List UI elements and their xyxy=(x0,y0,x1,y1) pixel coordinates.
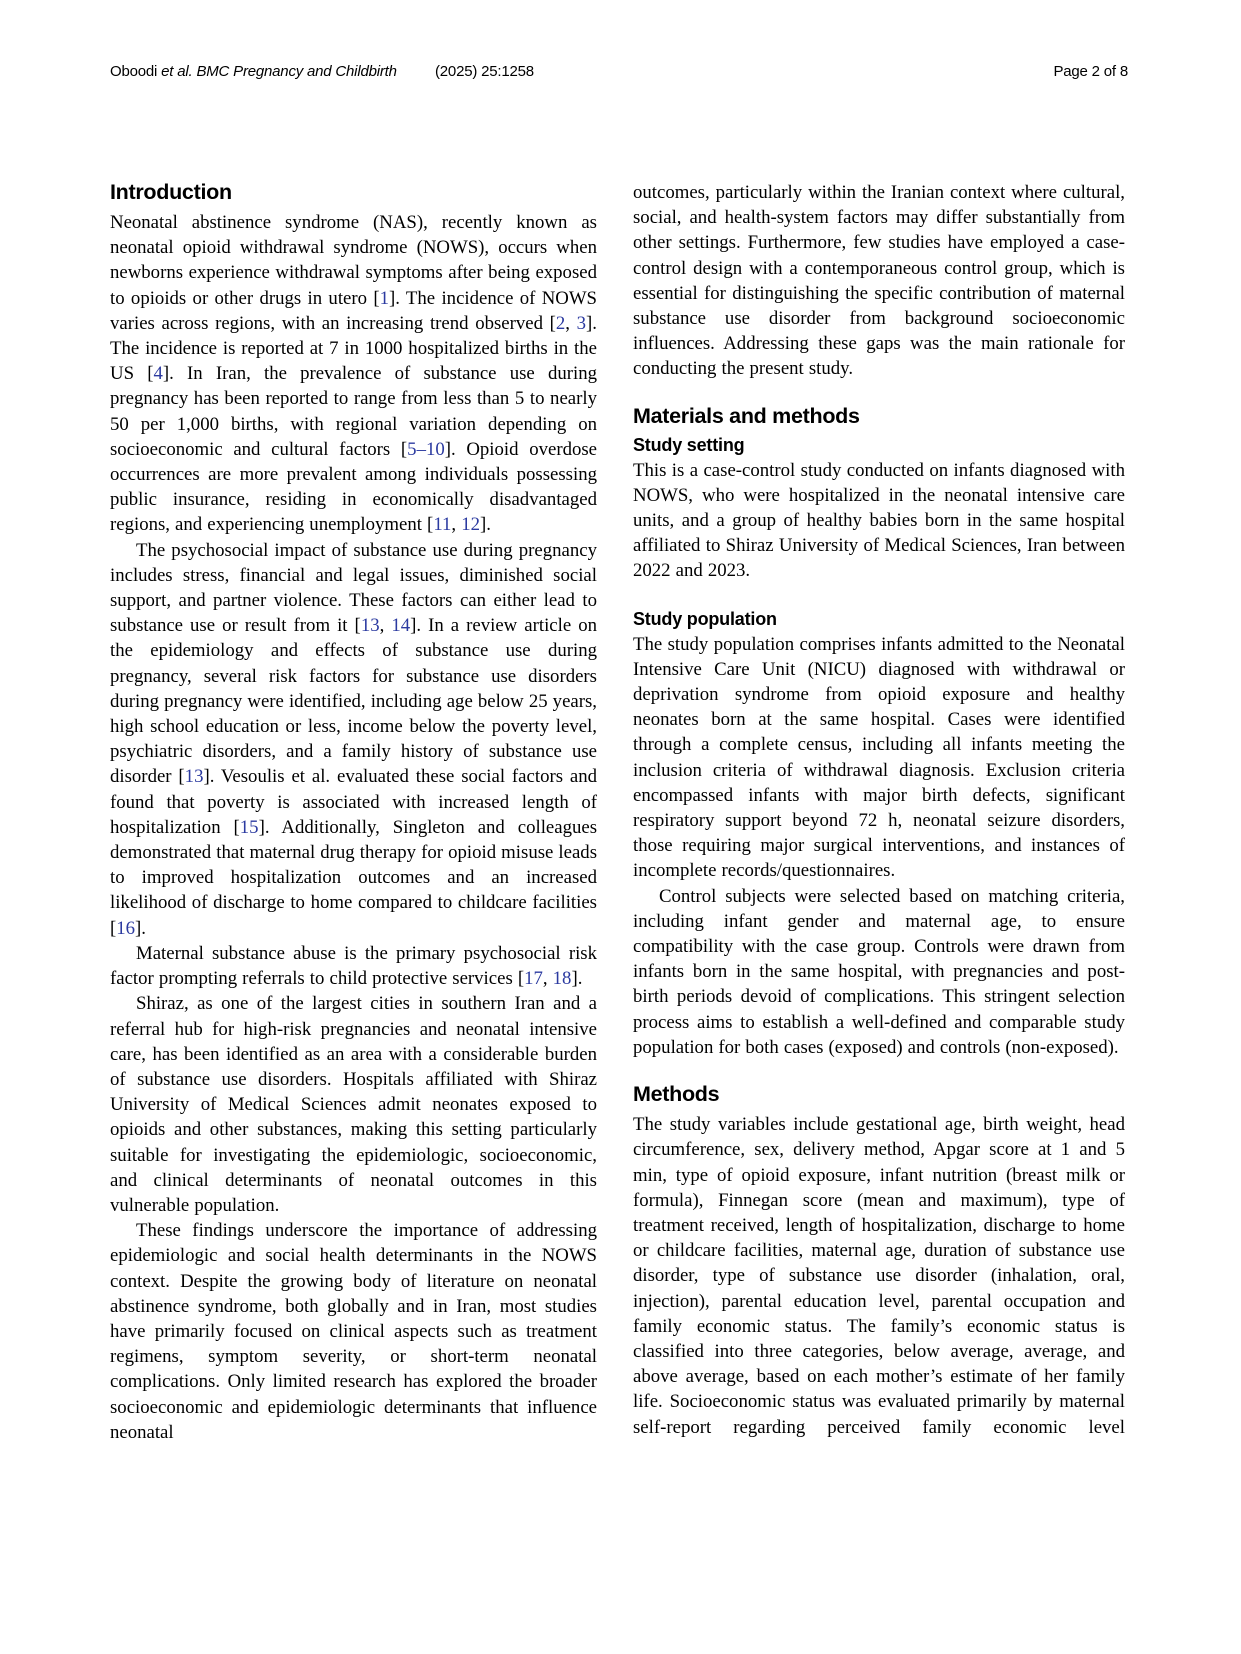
intro-paragraph-2: The psychosocial impact of substance use during pregnancy includes stress, financial and legal issues, diminished social support, and partner violence. These factors can either lead to substance use or result from it [13, 14]. In a review article on the epidemiology and effects of substance use during pregnancy, several risk factors for substance use disorders during pregnancy were identified, including age below 25 years, high school education or less, income below the poverty level, psychiatric disorders, and a family history of substance use disorder [13]. Vesoulis et al. evaluated these social factors and found that poverty is associated with increased length of hospitalization [15]. Additionally, Singleton and colleagues demonstrated that maternal drug therapy for opioid misuse leads to improved hospitalization outcomes and an increased likelihood of discharge to home compared to childcare facilities [16]. xyxy=(110,539,598,939)
study-population-paragraph-2: Control subjects were selected based on matching criteria, including infant gender and maternal age, to ensure compatibility with the case group. Controls were drawn from infants born in the same hospital, with pregnancies and post-birth periods devoid of complications. This stringent selection process aims to establish a well-defined and comparable study population for both cases (exposed) and controls (non-exposed). xyxy=(633,885,1125,1058)
running-head xyxy=(110,63,1128,80)
intro-paragraph-4: Shiraz, as one of the largest cities in southern Iran and a referral hub for high-risk pregnancies and neonatal intensive care, has been identified as an area with a considerable burden of substance use disorders. Hospitals affiliated with Shiraz University of Medical Sciences admit neonates exposed to opioids and other substances, making this setting particularly suitable for investigating the epidemiologic, socioeconomic, and clinical determinants of neonatal outcomes in this vulnerable population. xyxy=(110,993,597,1216)
intro-paragraph-3: Maternal substance abuse is the primary psychosocial risk factor prompting referrals to child protective services [17, 18]. xyxy=(110,942,597,990)
column-left xyxy=(110,180,597,1445)
citation-link[interactable]: 5–10 xyxy=(407,438,445,460)
column-right xyxy=(633,180,1125,1440)
intro-paragraph-5: These findings underscore the importance of addressing epidemiologic and social health determinants in the NOWS context. Despite the growing body of literature on neonatal abstinence syndrome, both globally and in Iran, most studies have primarily focused on clinical aspects such as treatment regimens, symptom severity, or short-term neonatal complications. Only limited research has explored the broader socioeconomic and epidemiologic determinants that influence neonatal xyxy=(110,1220,597,1443)
citation-link[interactable]: 14 xyxy=(391,615,411,637)
running-head-journal: BMC Pregnancy and Childbirth xyxy=(196,63,397,80)
citation-link[interactable]: 11 xyxy=(433,514,452,536)
running-head-citation: (2025) 25:1258 xyxy=(435,63,534,80)
intro-paragraph-1: Neonatal abstinence syndrome (NAS), recently known as neonatal opioid withdrawal syndrome (NOWS), occurs when newborns experience withdrawal symptoms after being exposed to opioids or other drugs in utero [1]. The incidence of NOWS varies across regions, with an increasing trend observed [2, 3]. The incidence is reported at 7 in 1000 hospitalized births in the US [4]. In Iran, the prevalence of substance use during pregnancy has been reported to range from less than 5 to nearly 50 per 1,000 births, with regional variation depending on socioeconomic and cultural factors [5–10]. Opioid overdose occurrences are more prevalent among individuals possessing public insurance, residing in economically disadvantaged regions, and experiencing unemployment [11, 12]. xyxy=(110,212,597,536)
study-setting-paragraph: This is a case-control study conducted on infants diagnosed with NOWS, who were hospitalized in the neonatal intensive care units, and a group of healthy babies born in the same hospital affiliated to Shiraz University of Medical Sciences, Iran between 2022 and 2023. xyxy=(633,459,1125,582)
materials-and-methods-heading: Materials and methods xyxy=(633,403,860,428)
citation-link[interactable]: 17 xyxy=(524,968,543,990)
citation-link[interactable]: 2 xyxy=(555,312,566,334)
introduction-heading: Introduction xyxy=(110,180,232,204)
citation-link[interactable]: 1 xyxy=(379,287,389,309)
methods-heading: Methods xyxy=(633,1082,720,1107)
study-population-heading: Study population xyxy=(633,608,777,629)
citation-link[interactable]: 13 xyxy=(360,615,380,637)
study-population-paragraph-1: The study population comprises infants admitted to the Neonatal Intensive Care Unit (NICU) diagnosed with withdrawal or deprivation syndrome from opioid exposure and healthy neonates born at the same hospital. Cases were identified through a complete census, including all infants meeting the inclusion criteria of withdrawal diagnosis. Exclusion criteria encompassed infants with major birth defects, significant respiratory support beyond 72 h, neonatal seizure disorders, those requiring major surgical interventions, and instances of incomplete records/questionnaires. xyxy=(633,633,1125,882)
citation-link[interactable]: 16 xyxy=(116,917,136,939)
citation-link[interactable]: 12 xyxy=(461,514,480,536)
study-setting-heading: Study setting xyxy=(633,434,745,455)
citation-link[interactable]: 18 xyxy=(552,968,572,990)
intro-continuation-paragraph: outcomes, particularly within the Iranian context where cultural, social, and health-system factors may differ substantially from other settings. Furthermore, few studies have employed a case-control design with a contemporaneous control group, which is essential for distinguishing the specific contribution of maternal substance use disorder from background socioeconomic influences. Addressing these gaps was the main rationale for conducting the present study. xyxy=(633,182,1125,380)
running-head-authors: Oboodi xyxy=(110,63,162,80)
methods-paragraph: The study variables include gestational age, birth weight, head circumference, sex, delivery method, Apgar score at 1 and 5 min, type of opioid exposure, infant nutrition (breast milk or formula), Finnegan score (mean and maximum), type of treatment received, length of hospitalization, discharge to home or childcare facilities, maternal age, duration of substance use disorder, type of substance use disorder (inhalation, oral, injection), parental education level, parental occupation and family economic status. The family’s economic status is classified into three categories, below average, average, and above average, based on each mother’s estimate of her family life. Socioeconomic status was evaluated primarily by maternal self-report regarding perceived family economic level xyxy=(633,1114,1125,1438)
citation-link[interactable]: 15 xyxy=(239,816,259,838)
citation-link[interactable]: 13 xyxy=(184,766,204,788)
citation-link[interactable]: 3 xyxy=(576,312,587,334)
running-head-etal: et al. xyxy=(161,63,197,80)
page-number: Page 2 of 8 xyxy=(1053,63,1128,80)
citation-link[interactable]: 4 xyxy=(153,363,163,385)
